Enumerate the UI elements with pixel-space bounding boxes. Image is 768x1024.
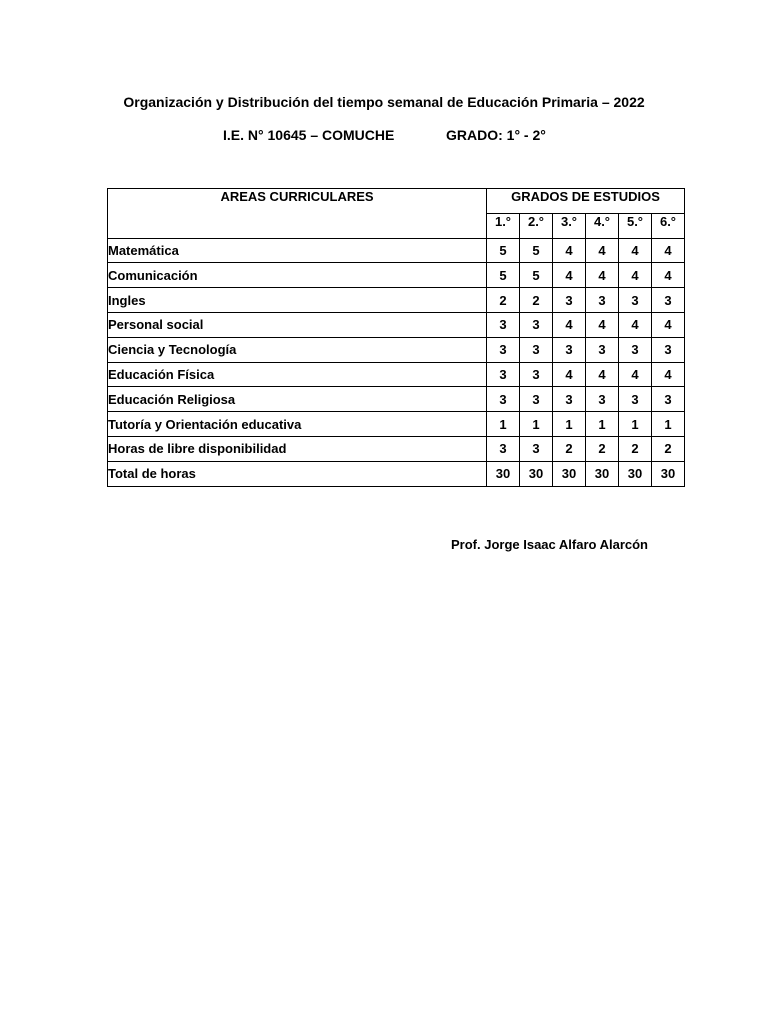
hours-cell: 5: [487, 263, 520, 288]
table-header-row: [108, 189, 685, 214]
hours-cell: 4: [586, 312, 619, 337]
school-name: I.E. N° 10645 – COMUCHE: [223, 127, 395, 143]
area-name-cell: Comunicación: [108, 263, 487, 288]
hours-cell: 30: [487, 461, 520, 486]
hours-cell: 30: [619, 461, 652, 486]
table-row: [108, 238, 685, 263]
hours-cell: 2: [553, 436, 586, 461]
hours-cell: 2: [586, 436, 619, 461]
area-name-cell: Tutoría y Orientación educativa: [108, 412, 487, 437]
hours-cell: 3: [619, 387, 652, 412]
grade-column-4: 4.°: [586, 213, 619, 238]
hours-cell: 4: [586, 263, 619, 288]
signature: Prof. Jorge Isaac Alfaro Alarcón: [451, 537, 648, 552]
hours-cell: 5: [487, 238, 520, 263]
hours-cell: 3: [619, 337, 652, 362]
hours-cell: 3: [520, 337, 553, 362]
hours-cell: 30: [652, 461, 685, 486]
hours-cell: 3: [520, 312, 553, 337]
grade-column-6: 6.°: [652, 213, 685, 238]
table-row: [108, 312, 685, 337]
table-row: [108, 337, 685, 362]
hours-cell: 4: [619, 238, 652, 263]
hours-cell: 3: [487, 362, 520, 387]
hours-cell: 3: [487, 436, 520, 461]
hours-cell: 30: [553, 461, 586, 486]
hours-cell: 3: [520, 436, 553, 461]
hours-cell: 4: [652, 362, 685, 387]
hours-cell: 1: [520, 412, 553, 437]
table-row: [108, 412, 685, 437]
table-row: [108, 461, 685, 486]
hours-cell: 3: [487, 387, 520, 412]
hours-cell: 4: [553, 238, 586, 263]
hours-cell: 2: [520, 288, 553, 313]
hours-cell: 4: [619, 312, 652, 337]
hours-cell: 1: [487, 412, 520, 437]
area-name-cell: Horas de libre disponibilidad: [108, 436, 487, 461]
hours-cell: 1: [652, 412, 685, 437]
hours-cell: 4: [586, 362, 619, 387]
hours-cell: 2: [619, 436, 652, 461]
time-distribution-table: [107, 188, 685, 487]
area-name-cell: Matemática: [108, 238, 487, 263]
grade-label: GRADO: 1° - 2°: [446, 127, 546, 143]
hours-cell: 3: [586, 387, 619, 412]
hours-cell: 3: [586, 288, 619, 313]
hours-cell: 3: [652, 387, 685, 412]
grades-header: GRADOS DE ESTUDIOS: [487, 189, 685, 214]
grade-column-1: 1.°: [487, 213, 520, 238]
hours-cell: 5: [520, 263, 553, 288]
hours-cell: 30: [520, 461, 553, 486]
hours-cell: 4: [553, 362, 586, 387]
hours-cell: 5: [520, 238, 553, 263]
hours-cell: 3: [619, 288, 652, 313]
table-row: [108, 263, 685, 288]
hours-cell: 4: [652, 312, 685, 337]
area-name-cell: Educación Física: [108, 362, 487, 387]
table-body: [108, 238, 685, 486]
hours-cell: 2: [652, 436, 685, 461]
grade-column-3: 3.°: [553, 213, 586, 238]
hours-cell: 2: [487, 288, 520, 313]
table-row: [108, 288, 685, 313]
area-name-cell: Personal social: [108, 312, 487, 337]
hours-cell: 4: [553, 312, 586, 337]
hours-cell: 30: [586, 461, 619, 486]
hours-cell: 3: [487, 337, 520, 362]
hours-cell: 4: [586, 238, 619, 263]
hours-cell: 3: [652, 288, 685, 313]
area-name-cell: Ciencia y Tecnología: [108, 337, 487, 362]
area-name-cell: Ingles: [108, 288, 487, 313]
area-name-cell: Educación Religiosa: [108, 387, 487, 412]
hours-cell: 3: [553, 387, 586, 412]
hours-cell: 3: [553, 288, 586, 313]
hours-cell: 4: [619, 362, 652, 387]
table-row: [108, 362, 685, 387]
document-title: Organización y Distribución del tiempo semanal de Educación Primaria – 2022: [123, 94, 645, 110]
hours-cell: 1: [586, 412, 619, 437]
areas-header: AREAS CURRICULARES: [108, 189, 487, 239]
hours-cell: 1: [619, 412, 652, 437]
area-name-cell: Total de horas: [108, 461, 487, 486]
hours-cell: 3: [652, 337, 685, 362]
hours-cell: 3: [586, 337, 619, 362]
hours-cell: 3: [520, 387, 553, 412]
hours-cell: 1: [553, 412, 586, 437]
hours-cell: 4: [652, 238, 685, 263]
hours-cell: 3: [487, 312, 520, 337]
hours-cell: 3: [553, 337, 586, 362]
hours-cell: 4: [652, 263, 685, 288]
hours-cell: 3: [520, 362, 553, 387]
table-row: [108, 436, 685, 461]
table-row: [108, 387, 685, 412]
grade-column-2: 2.°: [520, 213, 553, 238]
hours-cell: 4: [619, 263, 652, 288]
hours-cell: 4: [553, 263, 586, 288]
grade-column-5: 5.°: [619, 213, 652, 238]
